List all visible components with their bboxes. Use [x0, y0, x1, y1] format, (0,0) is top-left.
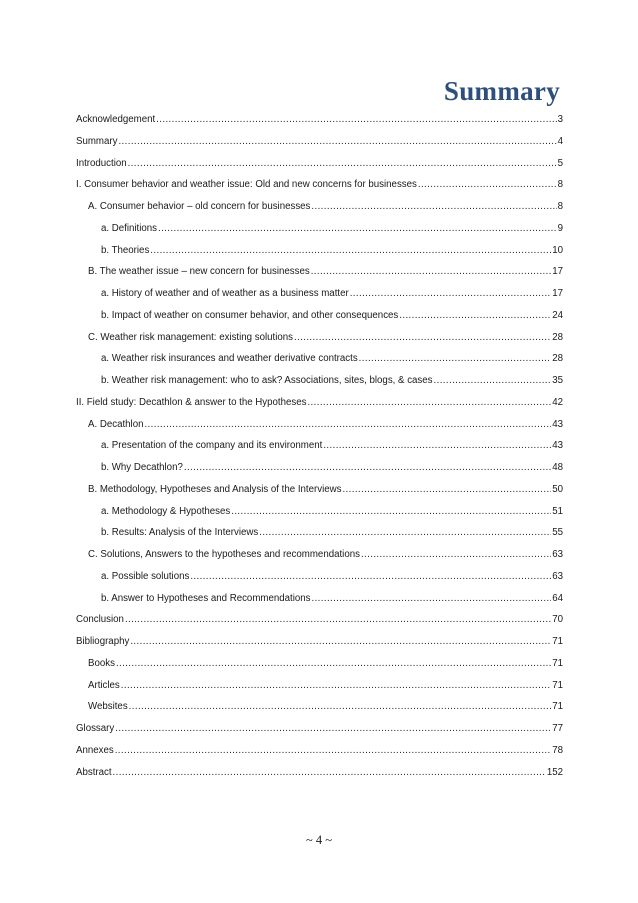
- toc-dot-leader: [128, 158, 557, 170]
- toc-dot-leader: [156, 114, 556, 126]
- toc-entry-page: 71: [552, 701, 563, 713]
- toc-entry[interactable]: [76, 658, 563, 680]
- toc-dot-leader: [125, 614, 551, 626]
- toc-entry-label: Introduction: [76, 157, 127, 169]
- toc-dot-leader: [434, 375, 552, 387]
- toc-entry-label: Bibliography: [76, 636, 130, 647]
- toc-entry-page: 8: [557, 201, 563, 212]
- toc-entry-page: 42: [552, 396, 563, 408]
- toc-dot-leader: [158, 223, 557, 235]
- toc-entry-label: b. Results: Analysis of the Interviews: [101, 527, 259, 539]
- toc-entry-page: 152: [546, 766, 563, 778]
- toc-entry-page: 3: [557, 114, 563, 125]
- toc-entry-label: I. Consumer behavior and weather issue: Old and new concerns for businesses: [76, 179, 417, 191]
- toc-entry-page: 64: [552, 592, 563, 604]
- toc-entry[interactable]: [76, 179, 563, 201]
- toc-dot-leader: [113, 767, 546, 779]
- toc-entry-label: a. Definitions: [101, 222, 158, 234]
- toc-entry-page: 63: [552, 549, 563, 560]
- toc-dot-leader: [399, 310, 551, 322]
- toc-dot-leader: [150, 245, 551, 257]
- toc-entry-label: Websites: [88, 701, 128, 713]
- toc-entry-label: Books: [88, 657, 115, 669]
- toc-entry-label: A. Consumer behavior – old concern for businesses: [88, 201, 311, 212]
- toc-dot-leader: [418, 179, 557, 191]
- toc-entry[interactable]: [76, 636, 563, 658]
- toc-entry[interactable]: [76, 201, 563, 223]
- toc-entry-page: 28: [552, 353, 563, 365]
- toc-entry-label: Acknowledgement: [76, 114, 156, 125]
- toc-entry[interactable]: [76, 745, 563, 767]
- toc-entry-label: C. Solutions, Answers to the hypotheses and recommendations: [88, 549, 360, 560]
- toc-entry[interactable]: [76, 462, 563, 484]
- toc-entry[interactable]: [76, 593, 563, 615]
- toc-entry-label: Summary: [76, 135, 118, 147]
- toc-entry[interactable]: [76, 158, 563, 180]
- toc-entry-label: Glossary: [76, 723, 115, 734]
- toc-entry[interactable]: [76, 332, 563, 354]
- toc-dot-leader: [130, 636, 551, 648]
- toc-entry-page: 17: [552, 288, 563, 299]
- toc-entry-page: 9: [557, 222, 563, 234]
- toc-entry[interactable]: [76, 440, 563, 462]
- toc-entry[interactable]: [76, 310, 563, 332]
- toc-dot-leader: [359, 353, 552, 365]
- toc-entry-page: 71: [552, 636, 563, 647]
- toc-entry-page: 71: [552, 657, 563, 669]
- toc-entry[interactable]: [76, 419, 563, 441]
- toc-dot-leader: [311, 201, 556, 213]
- toc-entry-label: b. Weather risk management: who to ask? Associations, sites, blogs, & cases: [101, 375, 433, 386]
- toc-entry[interactable]: [76, 353, 563, 375]
- toc-entry[interactable]: [76, 397, 563, 419]
- toc-dot-leader: [350, 288, 552, 300]
- toc-dot-leader: [184, 462, 551, 474]
- toc-entry[interactable]: [76, 223, 563, 245]
- toc-entry-page: 48: [552, 462, 563, 473]
- toc-entry-page: 10: [552, 244, 563, 256]
- toc-entry-label: a. History of weather and of weather as a business matter: [101, 288, 349, 299]
- toc-entry[interactable]: [76, 245, 563, 267]
- toc-entry-page: 4: [557, 135, 563, 147]
- toc-dot-leader: [294, 332, 551, 344]
- toc-entry[interactable]: [76, 506, 563, 528]
- toc-dot-leader: [259, 527, 551, 539]
- toc-entry-label: Articles: [88, 679, 120, 691]
- toc-dot-leader: [311, 266, 552, 278]
- toc-entry-label: a. Methodology & Hypotheses: [101, 505, 231, 517]
- toc-entry-page: 43: [552, 418, 563, 430]
- toc-entry[interactable]: [76, 701, 563, 723]
- toc-dot-leader: [190, 571, 551, 583]
- toc-entry-page: 35: [552, 375, 563, 386]
- toc-entry-label: Conclusion: [76, 614, 124, 626]
- toc-entry[interactable]: [76, 680, 563, 702]
- toc-dot-leader: [307, 397, 551, 409]
- toc-entry-page: 50: [552, 483, 563, 495]
- toc-dot-leader: [342, 484, 551, 496]
- toc-entry-page: 70: [552, 614, 563, 626]
- toc-entry[interactable]: [76, 266, 563, 288]
- toc-entry-page: 71: [552, 679, 563, 691]
- toc-entry[interactable]: [76, 375, 563, 397]
- toc-entry[interactable]: [76, 136, 563, 158]
- toc-entry-page: 55: [552, 527, 563, 539]
- toc-dot-leader: [115, 723, 551, 735]
- toc-entry-label: b. Why Decathlon?: [101, 462, 183, 473]
- toc-entry-label: b. Theories: [101, 244, 150, 256]
- page-number-footer: ~ 4 ~: [305, 833, 333, 847]
- toc-entry[interactable]: [76, 527, 563, 549]
- toc-entry-page: 77: [552, 723, 563, 734]
- toc-entry[interactable]: [76, 288, 563, 310]
- toc-entry-page: 63: [552, 570, 563, 582]
- toc-entry-label: Abstract: [76, 766, 112, 778]
- toc-entry[interactable]: [76, 114, 563, 136]
- page-title: Summary: [443, 76, 560, 106]
- toc-entry-page: 51: [552, 505, 563, 517]
- toc-dot-leader: [323, 440, 551, 452]
- toc-entry[interactable]: [76, 484, 563, 506]
- toc-entry[interactable]: [76, 767, 563, 789]
- toc-entry-page: 78: [552, 744, 563, 756]
- toc-dot-leader: [129, 701, 552, 713]
- table-of-contents: [76, 114, 563, 788]
- toc-dot-leader: [118, 136, 556, 148]
- toc-entry[interactable]: [76, 723, 563, 745]
- toc-entry-label: a. Presentation of the company and its environment: [101, 440, 323, 452]
- toc-entry-page: 43: [552, 440, 563, 452]
- toc-entry-label: B. Methodology, Hypotheses and Analysis of the Interviews: [88, 483, 342, 495]
- toc-dot-leader: [116, 658, 551, 670]
- toc-entry-page: 28: [552, 331, 563, 343]
- toc-entry[interactable]: [76, 614, 563, 636]
- toc-entry-label: Annexes: [76, 744, 114, 756]
- toc-dot-leader: [311, 593, 551, 605]
- toc-dot-leader: [121, 680, 551, 692]
- toc-entry-label: b. Answer to Hypotheses and Recommendations: [101, 592, 311, 604]
- toc-entry-label: II. Field study: Decathlon & answer to the Hypotheses: [76, 396, 307, 408]
- toc-entry-label: a. Possible solutions: [101, 570, 190, 582]
- toc-entry[interactable]: [76, 571, 563, 593]
- toc-entry-label: B. The weather issue – new concern for businesses: [88, 266, 310, 278]
- toc-dot-leader: [361, 549, 551, 561]
- toc-entry-page: 24: [552, 309, 563, 321]
- toc-entry-label: C. Weather risk management: existing solutions: [88, 331, 293, 343]
- toc-dot-leader: [144, 419, 551, 431]
- toc-entry-page: 17: [552, 266, 563, 278]
- toc-entry-label: A. Decathlon: [88, 418, 144, 430]
- toc-entry-page: 5: [557, 157, 563, 169]
- toc-entry-label: b. Impact of weather on consumer behavior, and other consequences: [101, 309, 399, 321]
- toc-entry-page: 8: [557, 179, 563, 191]
- toc-entry[interactable]: [76, 549, 563, 571]
- toc-dot-leader: [231, 506, 551, 518]
- toc-dot-leader: [115, 745, 552, 757]
- toc-entry-label: a. Weather risk insurances and weather derivative contracts: [101, 353, 358, 365]
